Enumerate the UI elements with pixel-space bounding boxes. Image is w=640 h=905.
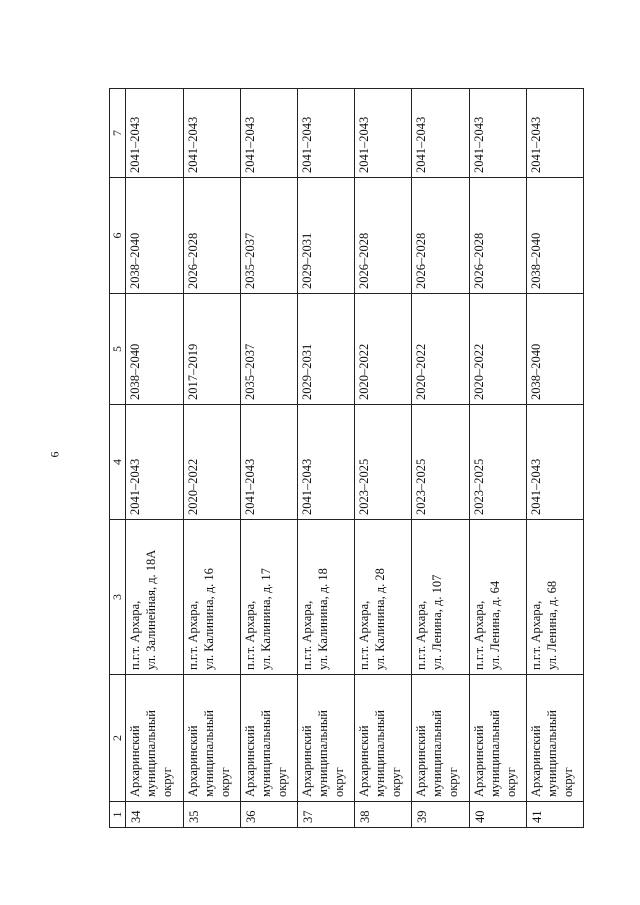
period-cell (412, 178, 469, 294)
cell-text: Архаринский муниципальный округ (299, 710, 346, 797)
address-cell (183, 520, 240, 675)
cell-text: 2035–2037 (242, 232, 257, 289)
cell-text: 37 (300, 810, 315, 823)
cell-text: 34 (129, 810, 144, 823)
cell-text: 2041–2043 (128, 458, 143, 515)
period-cell (355, 89, 412, 178)
row-number-cell (355, 802, 412, 828)
district-cell (240, 675, 297, 802)
period-cell (183, 178, 240, 294)
period-cell (355, 405, 412, 520)
table-row (469, 89, 526, 828)
period-cell (240, 178, 297, 294)
cell-text-line2: ул. Ленина, д. 68 (544, 580, 559, 670)
cell-text: 39 (415, 810, 430, 823)
column-header: 7 (110, 89, 126, 178)
cell-text: Архаринский муниципальный округ (242, 710, 289, 797)
period-cell (526, 89, 583, 178)
cell-text: 2038–2040 (528, 232, 543, 289)
period-cell (126, 89, 183, 178)
cell-text: 2041–2043 (242, 458, 257, 515)
address-cell (297, 520, 354, 675)
period-cell (526, 294, 583, 405)
column-header: 4 (110, 405, 126, 520)
period-cell (240, 89, 297, 178)
period-cell (183, 294, 240, 405)
district-cell (183, 675, 240, 802)
cell-text: п.г.т. Архара, (185, 600, 200, 670)
cell-text: 2038–2040 (128, 343, 143, 400)
district-cell (355, 675, 412, 802)
column-header: 1 (110, 802, 126, 828)
cell-text: 2041–2043 (357, 116, 372, 173)
row-number-cell (240, 802, 297, 828)
cell-text: 2026–2028 (471, 232, 486, 289)
cell-text-line2: ул. Залинейная, д. 18А (144, 549, 159, 670)
cell-text: Архаринский муниципальный округ (528, 710, 575, 797)
cell-text: 2038–2040 (128, 232, 143, 289)
cell-text: 35 (186, 810, 201, 823)
cell-text: п.г.т. Архара, (528, 600, 543, 670)
cell-text: 2038–2040 (528, 343, 543, 400)
cell-text: Архаринский муниципальный округ (414, 710, 461, 797)
cell-text: 2041–2043 (528, 458, 543, 515)
cell-text: 2029–2031 (299, 343, 314, 400)
cell-text-line2: ул. Калинина, д. 17 (258, 568, 273, 670)
cell-text: 2017–2019 (185, 343, 200, 400)
cell-text-line2: ул. Калинина, д. 28 (373, 568, 388, 670)
period-cell (297, 294, 354, 405)
cell-text: п.г.т. Архара, (471, 600, 486, 670)
row-number-cell (469, 802, 526, 828)
cell-text: 2023–2025 (357, 458, 372, 515)
cell-text: 40 (472, 810, 487, 823)
cell-text: 2041–2043 (471, 116, 486, 173)
district-cell (412, 675, 469, 802)
address-cell (526, 520, 583, 675)
column-header: 3 (110, 520, 126, 675)
period-cell (126, 405, 183, 520)
row-number-cell (297, 802, 354, 828)
table-row (412, 89, 469, 828)
table-row (183, 89, 240, 828)
cell-text: 2020–2022 (185, 458, 200, 515)
cell-text: 2041–2043 (414, 116, 429, 173)
district-cell (526, 675, 583, 802)
cell-text: Архаринский муниципальный округ (471, 710, 518, 797)
address-cell (469, 520, 526, 675)
cell-text: п.г.т. Архара, (357, 600, 372, 670)
row-number-cell (183, 802, 240, 828)
cell-text-line2: ул. Ленина, д. 64 (487, 580, 502, 670)
cell-text: 38 (358, 810, 373, 823)
period-cell (240, 294, 297, 405)
table-row (355, 89, 412, 828)
period-cell (183, 405, 240, 520)
period-cell (297, 89, 354, 178)
period-cell (355, 178, 412, 294)
table-body (126, 89, 584, 828)
period-cell (126, 178, 183, 294)
cell-text: п.г.т. Архара, (128, 600, 143, 670)
period-cell (469, 294, 526, 405)
cell-text-line2: ул. Ленина, д. 107 (430, 574, 445, 670)
table-row (526, 89, 583, 828)
table-row (126, 89, 183, 828)
cell-text: 2023–2025 (414, 458, 429, 515)
cell-text: Архаринский муниципальный округ (357, 710, 404, 797)
period-cell (297, 178, 354, 294)
rotated-table-container (109, 89, 584, 828)
cell-text: 2020–2022 (471, 343, 486, 400)
period-cell (412, 405, 469, 520)
period-cell (469, 405, 526, 520)
cell-text: 2029–2031 (299, 232, 314, 289)
period-cell (469, 178, 526, 294)
cell-text: 2041–2043 (128, 116, 143, 173)
period-cell (469, 89, 526, 178)
cell-text-line2: ул. Калинина, д. 16 (201, 568, 216, 670)
column-header: 5 (110, 294, 126, 405)
table-row (240, 89, 297, 828)
cell-text: 2041–2043 (299, 116, 314, 173)
cell-text-line2: ул. Калинина, д. 18 (315, 568, 330, 670)
period-cell (412, 89, 469, 178)
cell-text: 2041–2043 (185, 116, 200, 173)
cell-text: 41 (529, 810, 544, 823)
district-cell (469, 675, 526, 802)
table-header-row (110, 89, 126, 828)
cell-text: Архаринский муниципальный округ (128, 710, 175, 797)
column-header: 6 (110, 178, 126, 294)
cell-text: 2023–2025 (471, 458, 486, 515)
page-number: 6 (47, 451, 62, 458)
period-cell (126, 294, 183, 405)
period-cell (297, 405, 354, 520)
period-cell (355, 294, 412, 405)
period-cell (412, 294, 469, 405)
district-cell (126, 675, 183, 802)
address-cell (355, 520, 412, 675)
period-cell (183, 89, 240, 178)
cell-text: 2041–2043 (299, 458, 314, 515)
cell-text: п.г.т. Архара, (242, 600, 257, 670)
period-cell (526, 178, 583, 294)
cell-text: 36 (243, 810, 258, 823)
cell-text: 2026–2028 (357, 232, 372, 289)
cell-text: 2035–2037 (242, 343, 257, 400)
period-cell (240, 405, 297, 520)
column-header: 2 (110, 675, 126, 802)
address-cell (240, 520, 297, 675)
row-number-cell (412, 802, 469, 828)
schedule-table (109, 88, 584, 828)
period-cell (526, 405, 583, 520)
table-row (297, 89, 354, 828)
cell-text: п.г.т. Архара, (299, 600, 314, 670)
cell-text: 2026–2028 (185, 232, 200, 289)
district-cell (297, 675, 354, 802)
cell-text: 2026–2028 (414, 232, 429, 289)
cell-text: 2020–2022 (357, 343, 372, 400)
address-cell (412, 520, 469, 675)
cell-text: 2041–2043 (242, 116, 257, 173)
cell-text: Архаринский муниципальный округ (185, 710, 232, 797)
row-number-cell (526, 802, 583, 828)
row-number-cell (126, 802, 183, 828)
address-cell (126, 520, 183, 675)
cell-text: п.г.т. Архара, (414, 600, 429, 670)
cell-text: 2020–2022 (414, 343, 429, 400)
cell-text: 2041–2043 (528, 116, 543, 173)
